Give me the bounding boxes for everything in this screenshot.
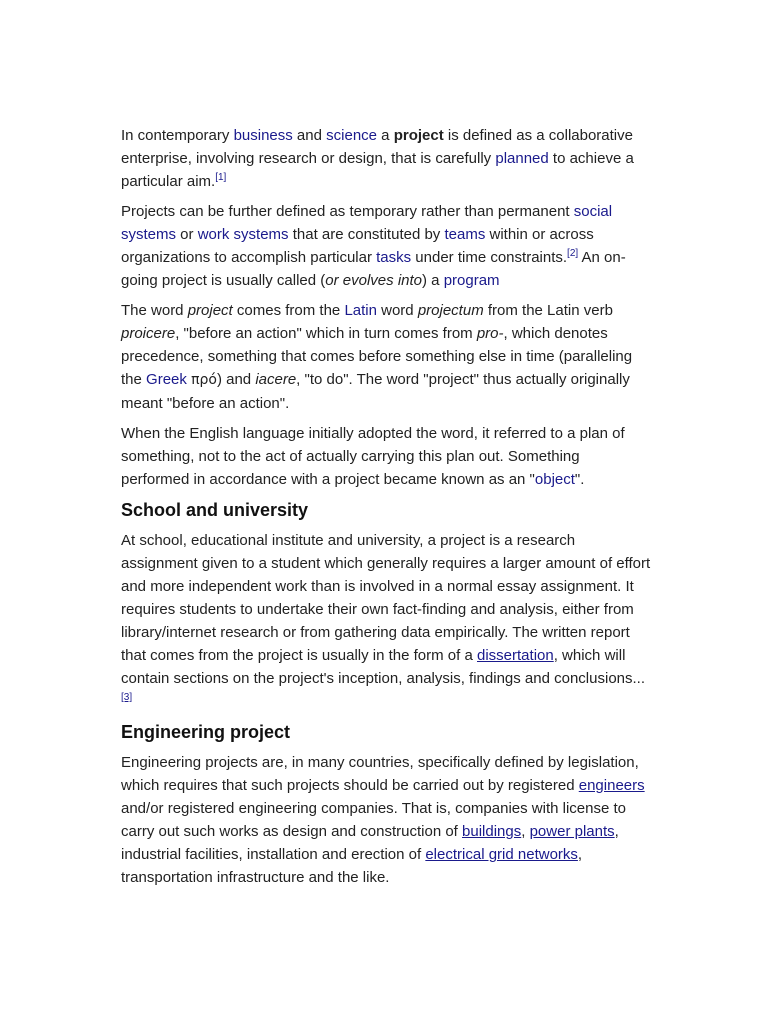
text: In contemporary — [121, 127, 234, 144]
text: , which will contain sections on the project's inception, analysis, findings and conclusions... — [121, 647, 646, 687]
text: Projects can be further defined as temporary rather than permanent — [121, 203, 574, 220]
text: An on-going project is usually called ( — [121, 249, 626, 289]
italic-iacere: iacere — [255, 371, 297, 388]
text: a — [377, 127, 394, 144]
italic-proicere: proicere — [121, 325, 176, 342]
text: and — [292, 127, 327, 144]
text: from the Latin verb — [483, 302, 613, 319]
text: ) a — [422, 272, 444, 289]
link-social-systems[interactable]: social systems — [121, 203, 613, 243]
text: that are constituted by — [288, 226, 445, 243]
text: , which denotes precedence, something that comes before something else in time (paralleling the — [121, 325, 633, 388]
link-tasks[interactable]: tasks — [376, 249, 412, 266]
link-planned[interactable]: planned — [495, 150, 549, 167]
link-program[interactable]: program — [443, 272, 500, 289]
paragraph-etymology — [121, 299, 651, 415]
italic-or-evolves-into: or evolves into — [325, 272, 422, 289]
text: ) and — [216, 371, 256, 388]
paragraph-temporary-systems — [121, 200, 651, 292]
heading-school-and-university: School and university — [121, 500, 309, 520]
citation-ref-1[interactable]: [1] — [215, 172, 227, 183]
text: At school, educational institute and university, a project is a research assignment given to a student which generally requires a larger amount of effort and more independent work than is involved in a normal essay assignment. It requires students to undertake their own fact-finding and analysis, either from library/internet research or from gathering data empirically. The written report that comes from the project is usually in the form of a — [121, 532, 651, 664]
paragraph-engineering-project — [121, 751, 651, 889]
text: and/or registered engineering companies. That is, companies with license to carry out such works as design and construction of — [121, 800, 627, 840]
italic-pro: pro- — [476, 325, 504, 342]
greek-word: πρό — [191, 372, 217, 388]
citation-ref-3[interactable]: [3] — [121, 692, 133, 703]
text: ". — [574, 471, 585, 488]
heading-engineering-project: Engineering project — [121, 722, 291, 742]
text: under time constraints. — [411, 249, 568, 266]
text: , "before an action" which in turn comes from — [175, 325, 477, 342]
text: , industrial facilities, installation and erection of — [121, 823, 619, 863]
text: within or across organizations to accomplish particular — [121, 226, 594, 266]
link-latin[interactable]: Latin — [344, 302, 377, 319]
link-dissertation[interactable]: dissertation — [477, 647, 554, 664]
link-engineers[interactable]: engineers — [578, 777, 645, 794]
paragraph-english-adoption — [121, 422, 651, 491]
text: is defined as a collaborative enterprise, involving research or design, that is carefully — [121, 127, 633, 167]
text: , transportation infrastructure and the like. — [121, 846, 583, 886]
link-teams[interactable]: teams — [444, 226, 486, 243]
link-electrical-grid-networks[interactable]: electrical grid networks — [425, 846, 578, 863]
text: word — [376, 302, 418, 319]
italic-project: project — [187, 302, 233, 319]
text: comes from the — [232, 302, 345, 319]
link-object[interactable]: object — [534, 471, 575, 488]
paragraph-school-project — [121, 529, 651, 713]
text: , "to do". The word "project" thus actually originally meant "before an action". — [121, 371, 630, 412]
link-power-plants[interactable]: power plants — [529, 823, 615, 840]
link-greek[interactable]: Greek — [146, 371, 187, 388]
link-buildings[interactable]: buildings — [462, 823, 522, 840]
text: , — [521, 823, 530, 840]
text: Engineering projects are, in many countries, specifically defined by legislation, which requires that such projects should be carried out by registered — [121, 754, 639, 794]
text: When the English language initially adopted the word, it referred to a plan of something, not to the act of actually carrying this plan out. Something performed in accordance with a project became known as an " — [121, 425, 625, 488]
text: The word — [121, 302, 188, 319]
link-work-systems[interactable]: work systems — [197, 226, 289, 243]
text: to achieve a particular aim. — [121, 150, 634, 190]
citation-ref-2[interactable]: [2] — [567, 248, 579, 259]
italic-projectum: projectum — [417, 302, 484, 319]
text: or — [176, 226, 198, 243]
article-content — [121, 124, 651, 896]
link-business[interactable]: business — [233, 127, 293, 144]
link-science[interactable]: science — [326, 127, 377, 144]
bold-term-project: project — [393, 127, 444, 144]
paragraph-project-definition — [121, 124, 651, 193]
